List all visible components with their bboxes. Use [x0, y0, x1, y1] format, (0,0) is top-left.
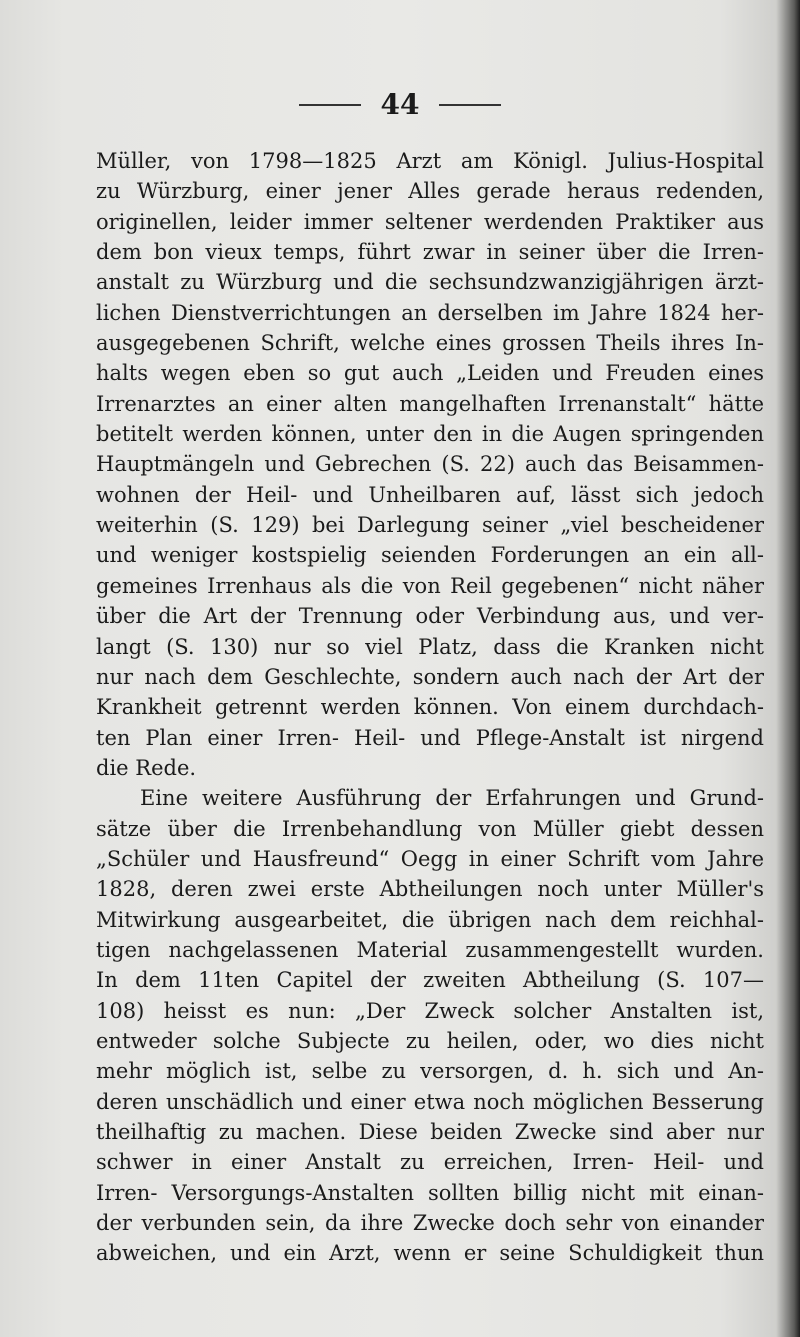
text-line: Irren- Versorgungs-Anstalten sollten billig nicht mit einan-: [96, 1180, 764, 1205]
text-line: Hauptmängeln und Gebrechen (S. 22) auch das Beisammen-: [96, 452, 764, 477]
text-line: halts wegen eben so gut auch „Leiden und Freuden eines: [96, 361, 764, 386]
text-line: zu Würzburg, einer jener Alles gerade heraus redenden,: [96, 179, 764, 204]
text-line: Mitwirkung ausgearbeitet, die übrigen nach dem reichhal-: [96, 907, 764, 932]
text-line: „Schüler und Hausfreund“ Oegg in einer Schrift vom Jahre: [96, 846, 764, 871]
text-line: anstalt zu Würzburg und die sechsundzwanzigjährigen ärzt-: [96, 270, 764, 295]
page-number: 44: [380, 88, 420, 121]
text-line: ausgegebenen Schrift, welche eines grossen Theils ihres In-: [96, 331, 764, 356]
text-line: die Rede.: [96, 755, 197, 780]
text-line: dem bon vieux temps, führt zwar in seiner über die Irren-: [96, 240, 764, 265]
text-line: theilhaftig zu machen. Diese beiden Zwecke sind aber nur: [96, 1120, 764, 1144]
text-line: entweder solche Subjecte zu heilen, oder, wo dies nicht: [96, 1028, 764, 1053]
header-rule-left: [299, 104, 361, 106]
text-line: lichen Dienstverrichtungen an derselben im Jahre 1824 her-: [96, 300, 764, 325]
text-line: originellen, leider immer seltener werdenden Praktiker aus: [96, 209, 764, 234]
text-line: Müller, von 1798—1825 Arzt am Königl. Julius-Hospital: [96, 149, 764, 173]
text-line: 108) heisst es nun: „Der Zweck solcher Anstalten ist,: [96, 998, 764, 1023]
text-line: nur nach dem Geschlechte, sondern auch nach der Art der: [96, 664, 764, 689]
text-line: 1828, deren zwei erste Abtheilungen noch unter Müller's: [96, 877, 764, 902]
text-line: tigen nachgelassenen Material zusammengestellt wurden.: [96, 937, 764, 962]
text-line: Eine weitere Ausführung der Erfahrungen und Grund-: [140, 786, 764, 811]
text-line: deren unschädlich und einer etwa noch möglichen Besserung: [96, 1089, 764, 1114]
page-header: [0, 88, 800, 121]
text-line: über die Art der Trennung oder Verbindung aus, und ver-: [96, 604, 764, 629]
text-line: sätze über die Irrenbehandlung von Müller giebt dessen: [96, 816, 764, 841]
text-line: abweichen, und ein Arzt, wenn er seine Schuldigkeit thun: [96, 1241, 764, 1266]
text-line: und weniger kostspielig seienden Forderungen an ein all-: [96, 543, 764, 568]
text-line: weiterhin (S. 129) bei Darlegung seiner „viel bescheidener: [96, 513, 764, 538]
text-line: schwer in einer Anstalt zu erreichen, Irren- Heil- und: [96, 1150, 764, 1175]
text-line: gemeines Irrenhaus als die von Reil gegebenen“ nicht näher: [96, 573, 764, 598]
text-line: mehr möglich ist, selbe zu versorgen, d. h. sich und An-: [96, 1059, 764, 1084]
body-text: [96, 146, 764, 1269]
text-line: In dem 11ten Capitel der zweiten Abtheilung (S. 107—: [96, 968, 764, 993]
text-line: der verbunden sein, da ihre Zwecke doch sehr von einander: [96, 1211, 764, 1236]
text-line: Irrenarztes an einer alten mangelhaften Irrenanstalt“ hätte: [96, 391, 764, 416]
text-line: wohnen der Heil- und Unheilbaren auf, lässt sich jedoch: [96, 482, 764, 507]
header-rule-right: [439, 104, 501, 106]
text-line: langt (S. 130) nur so viel Platz, dass die Kranken nicht: [96, 634, 764, 659]
text-line: Krankheit getrennt werden können. Von einem durchdach-: [96, 695, 764, 720]
text-line: betitelt werden können, unter den in die Augen springenden: [96, 422, 764, 447]
text-line: ten Plan einer Irren- Heil- und Pflege-Anstalt ist nirgend: [96, 725, 764, 750]
